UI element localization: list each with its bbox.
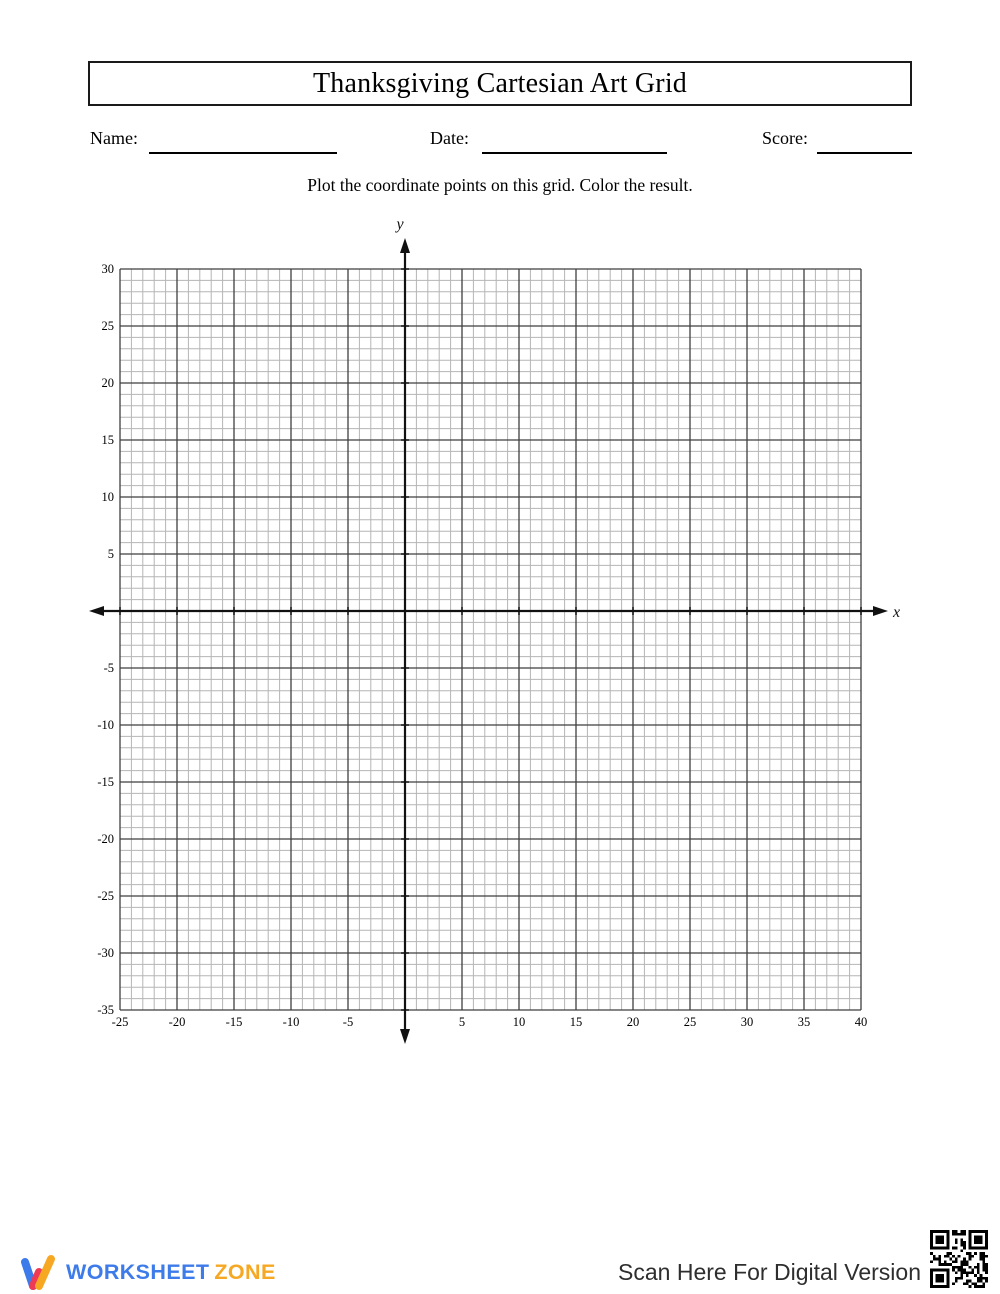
- x-tick-labels: [112, 1015, 868, 1029]
- y-tick-label: -25: [97, 889, 114, 903]
- y-tick-label: 30: [101, 262, 114, 276]
- y-tick-labels: [97, 262, 114, 1017]
- y-tick-label: -35: [97, 1003, 114, 1017]
- footer-right: [540, 1226, 988, 1288]
- x-tick-label: 20: [626, 1015, 640, 1029]
- x-tick-label: -10: [282, 1015, 300, 1029]
- page-title: Thanksgiving Cartesian Art Grid: [312, 67, 688, 99]
- x-tick-label: -25: [111, 1015, 129, 1029]
- x-tick-label: -15: [225, 1015, 243, 1029]
- x-tick-label: 25: [683, 1015, 697, 1029]
- score-label: Score:: [762, 128, 808, 148]
- y-tick-label: 15: [101, 433, 114, 447]
- axis-tick-marks: [120, 269, 861, 1010]
- y-tick-label: -10: [97, 718, 114, 732]
- logo-text-zone: ZONE: [214, 1259, 276, 1284]
- worksheetzone-logo: [18, 1251, 276, 1293]
- y-tick-label: 25: [101, 319, 114, 333]
- y-tick-label: 5: [107, 547, 114, 561]
- logo-text-worksheet: WORKSHEET: [66, 1259, 210, 1284]
- x-tick-label: 30: [740, 1015, 754, 1029]
- y-tick-label: 10: [101, 490, 114, 504]
- y-tick-label: -20: [97, 832, 114, 846]
- instruction-text: Plot the coordinate points on this grid. Color the result.: [307, 175, 693, 195]
- qr-code-icon: [930, 1230, 988, 1288]
- name-label: Name:: [90, 128, 138, 148]
- x-tick-label: -20: [168, 1015, 186, 1029]
- grid-minor-lines: [120, 269, 861, 1010]
- grid-axes: [89, 238, 888, 1044]
- grid-major-lines: [120, 269, 861, 1010]
- date-label: Date:: [430, 128, 469, 148]
- scan-here-text: Scan Here For Digital Version: [618, 1259, 921, 1285]
- y-tick-label: 20: [101, 376, 114, 390]
- y-axis-label: y: [396, 216, 404, 233]
- x-tick-label: 10: [512, 1015, 526, 1029]
- y-tick-label: -30: [97, 946, 114, 960]
- x-axis-label: x: [893, 604, 901, 621]
- x-tick-label: 35: [797, 1015, 811, 1029]
- x-tick-label: 5: [458, 1015, 466, 1029]
- x-tick-label: -5: [342, 1015, 354, 1029]
- y-tick-label: -15: [97, 775, 114, 789]
- x-tick-label: 15: [569, 1015, 583, 1029]
- logo-w-icon: [18, 1251, 60, 1293]
- y-tick-label: -5: [103, 661, 114, 675]
- x-tick-label: 40: [854, 1015, 868, 1029]
